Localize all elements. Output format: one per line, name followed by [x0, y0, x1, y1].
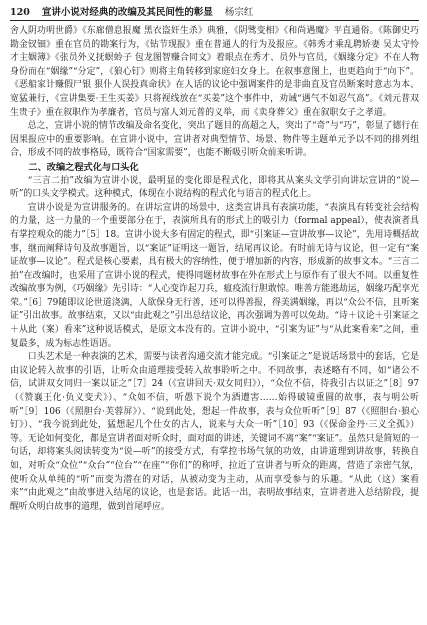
section-heading: 二、改编之程式化与口头化 — [28, 161, 139, 173]
article-body — [10, 25, 419, 514]
paragraph: 口头艺术是一种表演的艺术，需要与读者沟通交流才能完成。“引案证之”是说话场景中的套话，它是由议论转入故事的引语，让听众由道理接受转入故事聆听之中。不同故事，表述略有不同，如“诸公不信，试讲双女同归一案以证之”［7］24（《宣讲回天·双女同归》），“众位不信，待我引古以证之”［8］97（《赞襄王化·负义变犬》）、“众如不信，听愚下说个为酒遭害……始得破镜重圆的故事，表与明公听听”［9］106（《照胆台·芙蓉屏》）、“说到此处，想起一件故事，表与众位听听”［9］87（《照胆台·狼心钉》）、“我今说到此处，猛想起几个仕女的古人，说来与大众一听”［10］93（《保命金丹·三义全孤》）等。无论如何变化，都是宣讲者面对听众时，面对面的讲述，关键词不离“案”“案证”。虽然只是简短的一句话，却将案头阅读转变为“说—听”的接受方式，有掌控书场气氛的功效，由讲道理到讲故事，转换自如，对听众“众位”“众台”“位台”“在座”“你们”的称呼，拉近了宣讲者与听众的距离，营造了亲密气氛，使听众从单纯的“听”而变为潜在的对话，从被动变为主动，从而享受参与的乐趣。“从此（这）案看来”“由此观之”由故事进入结尾的议论，也是套话。此话一出，表明故事结束，宣讲者进入总结阶段，提醒听众明白故事的道理，做到首尾呼应。 — [10, 352, 419, 512]
paragraph: 宣讲小说是为宣讲服务的。在讲坛宣讲的场景中，这类宣讲具有表演功能，“表演具有转变社会结构的力量，这一力量的一个重要部分在于，表演所具有的形式上的吸引力（formal appeal），使表演者具有掌控观众的能力”［5］18。宣讲小说大多有固定的程式，即“引案证—宣讲故事—议论”，先用诗概括故事，继而阐释诗句及故事题旨，以“案证”证明这一题旨，结尾再议论。有时前无诗与议论，但一定有“案证故事—议论”。程式是核心要素，具有极大的容纳性，便于增加新的内容，形成新的故事文本。“三言二拍”在改编时，也采用了宣讲小说的程式，使得同题材故事在外在形式上与原作有了很大不同。以重复性改编故事为例，《巧姻缘》先引诗：“人心变诈起刀兵，瘟疫流行胆敢惊。唯善方能逃劫运，姻缘巧配享光荣。”［6］79随即议论世道浇漓，人欲保身无行善，还可以得善报，得美满姻缘，再以“众公不信，且听案证”引出故事。故事结束，又以“由此观之”引出总结议论，再次强调为善可以免劫。“诗＋议论＋引案证之＋从此（案）看来”这种说话模式，是原文本没有的。宣讲小说中，“引案为证”与“从此案看来”之间，重复最多，成为标志性语语。 — [10, 202, 419, 349]
running-title: 宣讲小说对经典的改编及其民间性的彰显 — [41, 7, 213, 18]
running-author: 杨宗红 — [224, 7, 254, 18]
running-header — [10, 4, 419, 21]
paragraph: 总之，宣讲小说的情节改编及命名变化，突出了题目的高超之人，突出了“奇”与“巧”，彰显了德行在因果报应中的重要影响。在宣讲小说中，宣讲者对典型情节、场景、物件等主题单元予以不同的排列组合，形成不同的故事格局，既符合“国家需要”，也能不断吸引听众前来听讲。 — [10, 121, 419, 159]
paragraph: 舍人阴功明世爵》《东廊僧息报魔 黑衣盗奸生杀》典雅，《阴骘变相》《和尚遇魔》平直通俗。《陈御史巧勘金钗钿》重在官员的勘案行为，《钻节现报》重在普通人的行为及报应。《韩秀才乘乱聘娇妻 吴太守怜才主姻簿》《张员外义抚螟蛉子 包龙图智赚合同文》着眼点在秀才、员外与官员，《姻缘分定》不在人物身份而在“姻缘”“分定”，《狼心钉》则将主角转移到家庭妇女身上。在叙事意图上，也更趋向于“向下”。《恶船家计赚假尸银 狠仆人误投真命状》在人话的议论中强调案件的是非曲直及官员断案时意志为本、宽猛兼行，《宣讲集要·王生买姜》只将视线放在“买姜”这个事件中，劝诫“遇气不如忍气高”。《刘元普双生贵子》重在叙职作为孝廉者，官员与富人刘元普的义举，而《卖身葬父》重在叙职女子之孝道。 — [10, 26, 419, 118]
paragraph: “三言二拍”改编为宣讲小说，最明显的变化即是程式化，即将其从案头文学引向讲坛宣讲的“说—听”的口头文学模式。这种模式，体现在小说结构的程式化与语言的程式化上。 — [10, 175, 419, 200]
page-number: 120 — [10, 7, 30, 18]
